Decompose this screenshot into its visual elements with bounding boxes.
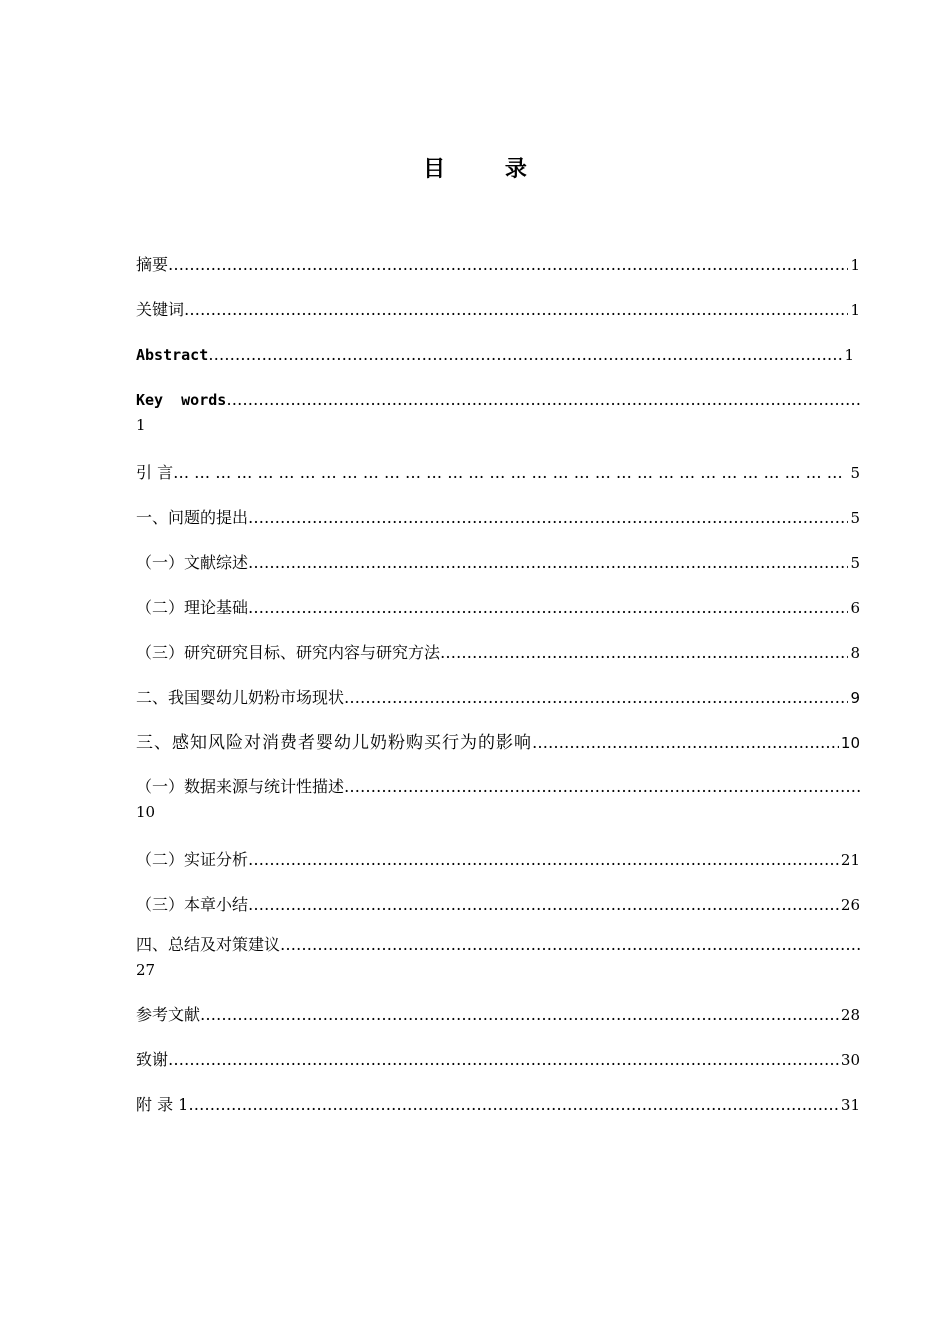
toc-entry-label: （二）理论基础 — [136, 598, 249, 617]
toc-entry-label: Abstract — [136, 346, 209, 364]
toc-page-number: 10 — [840, 734, 860, 752]
toc-entry-label: （二）实证分析 — [136, 850, 249, 869]
toc-page-number: 21 — [840, 851, 860, 869]
toc-entry-abstract-en[interactable] — [136, 342, 854, 372]
dot-leader — [200, 1002, 839, 1028]
toc-page-number: 28 — [840, 1006, 860, 1024]
toc-page-number: 1 — [850, 301, 860, 319]
toc-entry-chapter-3[interactable] — [136, 730, 860, 760]
toc-page-number: 27 — [136, 961, 156, 979]
toc-entry-chapter-2[interactable] — [136, 685, 860, 715]
page-title: 目 录 — [423, 157, 553, 182]
toc-entry-section-1-3[interactable] — [136, 640, 860, 670]
toc-entry-label: 致谢 — [136, 1050, 169, 1069]
toc-entry-label: （一）文献综述 — [136, 553, 249, 572]
toc-entry-section-1-2[interactable] — [136, 595, 860, 625]
dot-leader — [188, 1092, 839, 1118]
toc-entry-label: （三）本章小结 — [136, 895, 249, 914]
dot-leader — [248, 550, 848, 576]
dot-leader — [248, 892, 839, 918]
toc-page-number: 5 — [850, 464, 860, 482]
toc-page-number: 30 — [840, 1051, 860, 1069]
dot-leader — [532, 730, 839, 756]
toc-entry-section-3-3[interactable] — [136, 892, 860, 922]
toc-entry-label: （三）研究研究目标、研究内容与研究方法 — [136, 643, 441, 662]
toc-entry-references[interactable] — [136, 1002, 860, 1032]
toc-entry-label: （一）数据来源与统计性描述 — [136, 777, 345, 796]
toc-entry-section-1-1[interactable] — [136, 550, 860, 580]
toc-entry-section-3-1[interactable] — [136, 774, 860, 821]
toc-page-number: 9 — [850, 689, 860, 707]
toc-entry-label: 参考文献 — [136, 1005, 201, 1024]
dot-leader — [248, 595, 848, 621]
dot-leader — [344, 774, 860, 800]
toc-entry-acknowledgements[interactable] — [136, 1047, 860, 1077]
toc-entry-introduction[interactable] — [136, 460, 860, 490]
toc-entry-keywords-en[interactable] — [136, 387, 860, 434]
toc-entry-abstract-cn[interactable] — [136, 252, 860, 282]
toc-page-number: 26 — [840, 896, 860, 914]
toc-page-number: 6 — [850, 599, 860, 617]
toc-page-number: 1 — [844, 346, 854, 364]
toc-page-number: 31 — [840, 1096, 860, 1114]
dot-leader — [248, 505, 848, 531]
toc-page-number: 5 — [850, 509, 860, 527]
toc-entry-chapter-4[interactable] — [136, 932, 860, 979]
toc-page-number: 10 — [136, 803, 156, 821]
dot-leader — [280, 932, 860, 958]
toc-entry-label: 一、问题的提出 — [136, 508, 249, 527]
toc-entry-label: 四、总结及对策建议 — [136, 935, 281, 954]
toc-entry-label: 三、感知风险对消费者婴幼儿奶粉购买行为的影响 — [136, 733, 532, 753]
dot-leader — [248, 847, 839, 873]
toc-entry-section-3-2[interactable] — [136, 847, 860, 877]
dot-leader — [440, 640, 848, 666]
toc-entry-label: Key words — [136, 391, 227, 409]
toc-page-number: 1 — [136, 416, 146, 434]
toc-page-number: 1 — [850, 256, 860, 274]
toc-entry-label: 摘要 — [136, 255, 169, 274]
toc-entry-label: 引 言 — [136, 463, 174, 482]
toc-entry-label: 关键词 — [136, 300, 185, 319]
dot-leader — [226, 387, 860, 413]
toc-entry-label: 附 录 1 — [136, 1095, 189, 1114]
toc-page-number: 5 — [850, 554, 860, 572]
toc-entry-appendix-1[interactable] — [136, 1092, 860, 1122]
dot-leader — [208, 342, 842, 368]
dot-leader — [184, 297, 848, 323]
dot-leader — [168, 1047, 839, 1073]
dot-leader — [344, 685, 848, 711]
dot-leader — [168, 252, 848, 278]
toc-entry-label: 二、我国婴幼儿奶粉市场现状 — [136, 688, 345, 707]
dot-leader — [173, 460, 848, 486]
toc-page-number: 8 — [850, 644, 860, 662]
toc-entry-chapter-1[interactable] — [136, 505, 860, 535]
toc-entry-keywords-cn[interactable] — [136, 297, 860, 327]
